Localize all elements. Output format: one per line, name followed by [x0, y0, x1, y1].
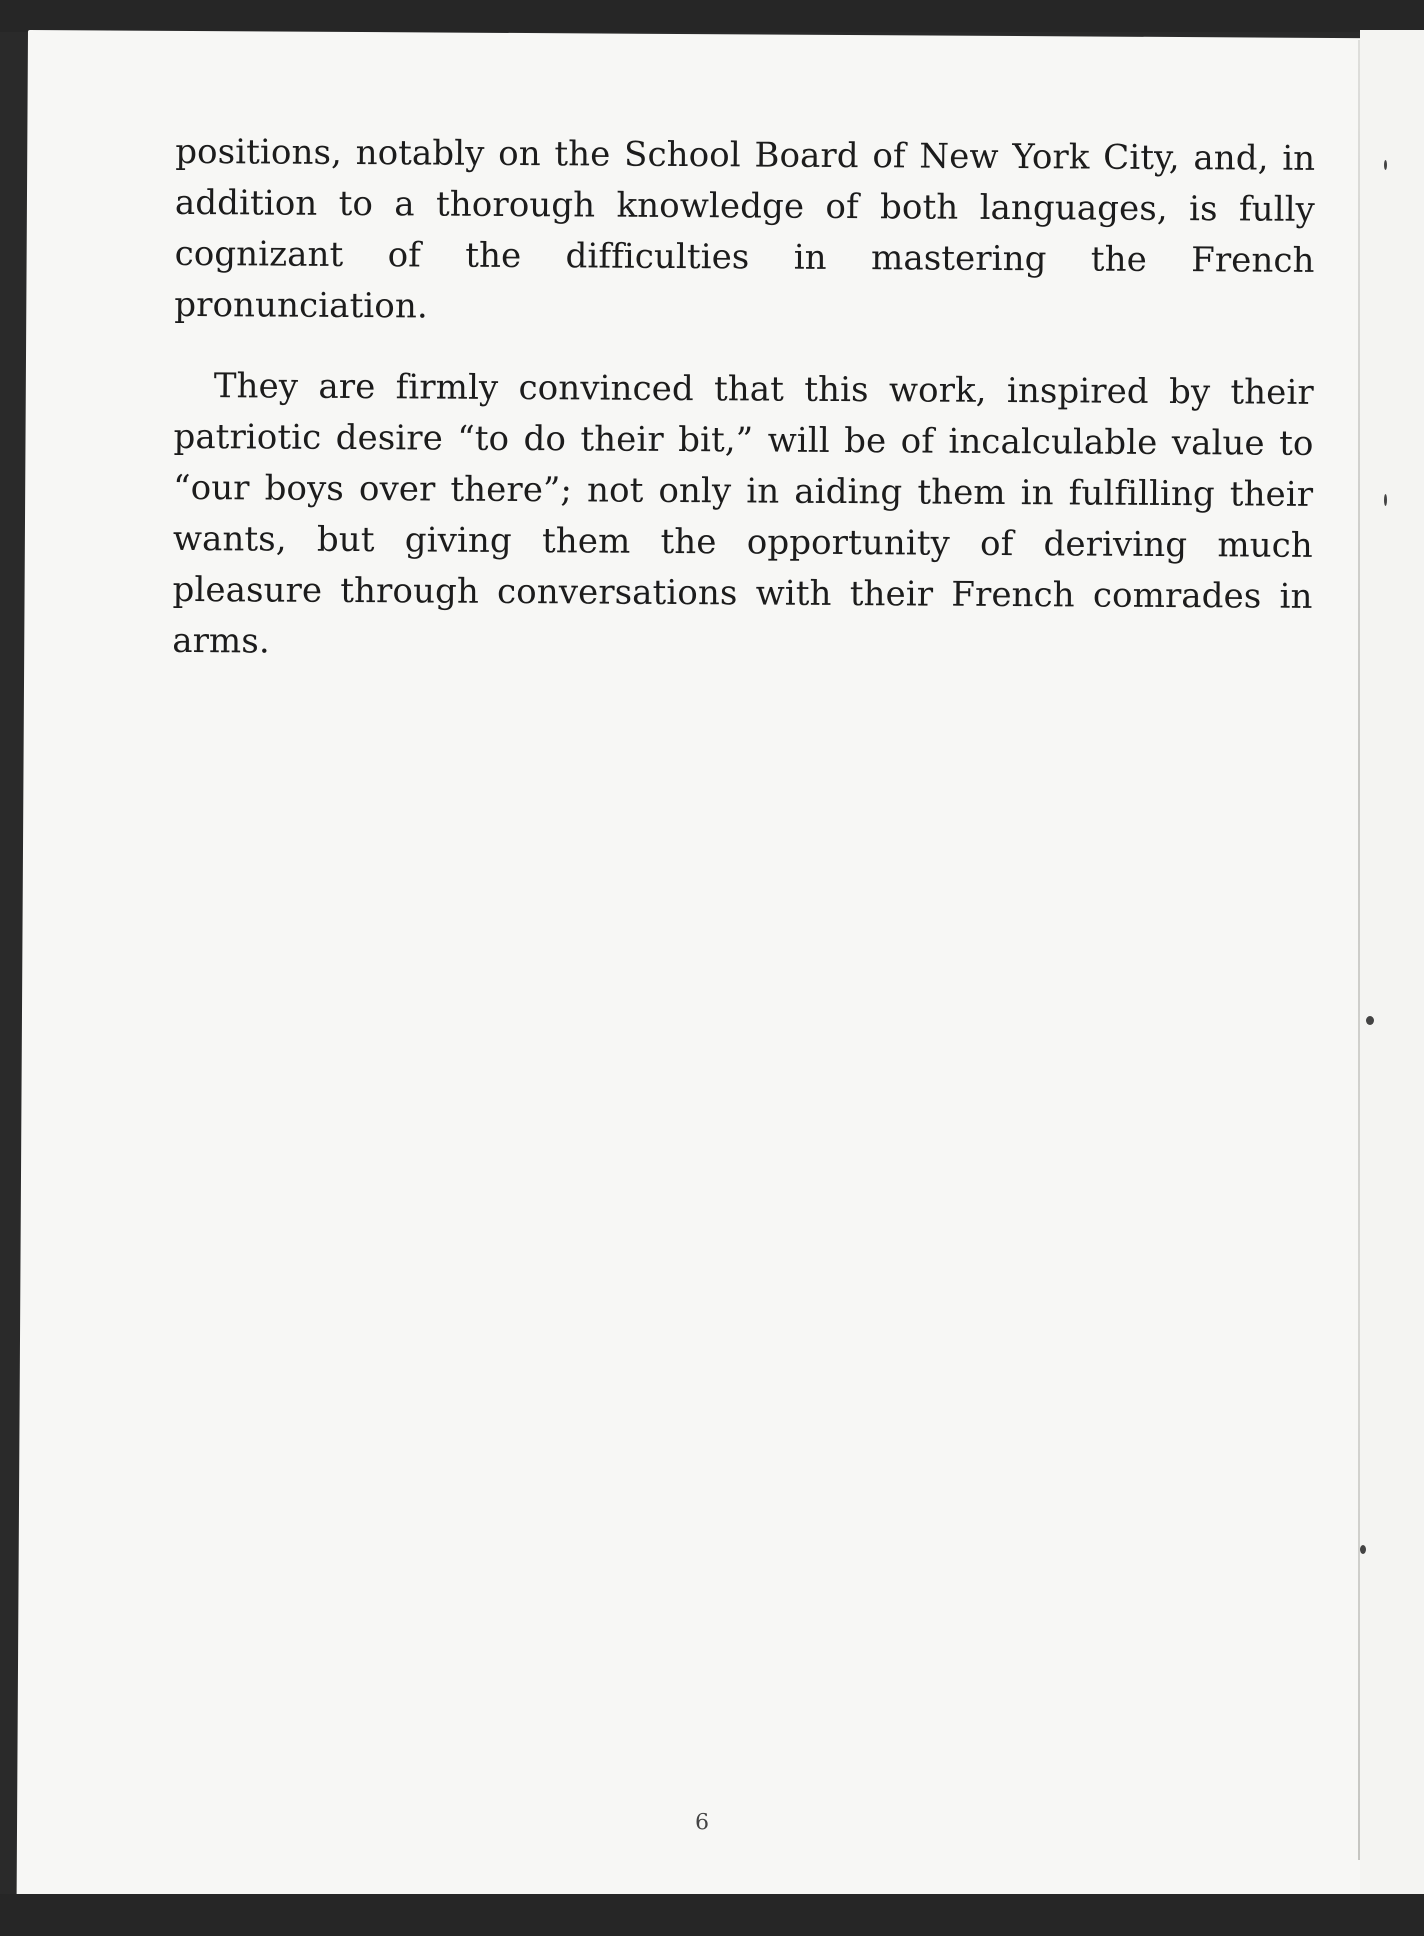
scan-border-bottom [0, 1894, 1424, 1936]
paragraph-continued: positions, notably on the School Board of New York City, and, in addition to a thorough knowledge of both languages, is fully cognizant of the difficulties in mastering the French pronunciation. [174, 131, 1316, 327]
dust-speck [1360, 1545, 1366, 1554]
dust-speck [1366, 1016, 1374, 1025]
page-number: 6 [694, 1810, 710, 1836]
book-page [17, 30, 1396, 1904]
page-edge-line [1358, 40, 1360, 1860]
dust-speck [1384, 160, 1387, 170]
dust-speck [1384, 494, 1387, 506]
body-text [172, 127, 1315, 704]
scan-border-top [0, 0, 1424, 32]
paragraph-firmly-convinced: They are firmly convinced that this work, inspired by their patriotic desire “to do their bit,” will be of incalculable value to “our boys over there”; not only in aiding them in fulfilling their wants, but giving them the opportunity of deriving much pleasure through conversations with their French comrades in arms. [172, 366, 1314, 662]
facing-page-edge [1360, 30, 1424, 1896]
